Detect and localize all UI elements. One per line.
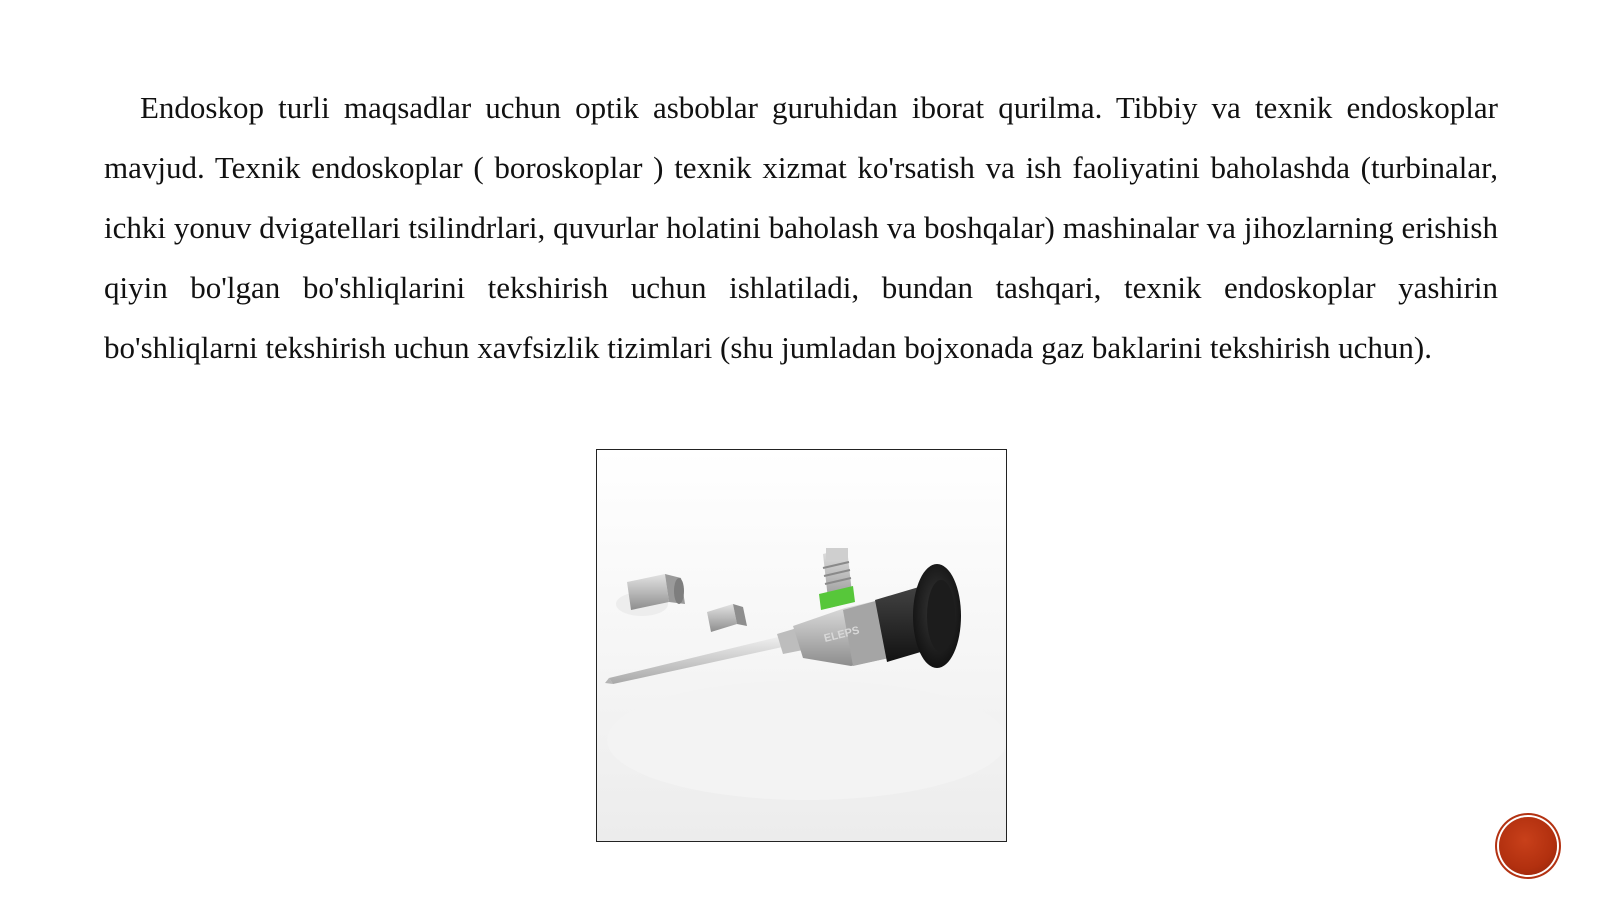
endoscope-illustration [597,450,1006,841]
slide-body-text: Endoskop turli maqsadlar uchun optik asboblar guruhidan iborat qurilma. Tibbiy va texnik endoskoplar mavjud. Texnik endoskoplar ( boroskoplar ) texnik xizmat ko'rsatish va ish faoliyatini baholashda (turbinalar, ichki yonuv dvigatellari tsilindrlari, quvurlar holatini baholash va boshqalar) mashinalar va jihozlarning erishish qiyin bo'lgan bo'shliqlarini tekshirish uchun ishlatiladi, bundan tashqari, texnik endoskoplar yashirin bo'shliqlarni tekshirish uchun xavfsizlik tizimlari (shu jumladan bojxonada gaz baklarini tekshirish uchun). [104,90,1498,365]
brand-mark: ELEPS [822,624,861,645]
endoscope-image [596,449,1007,842]
slide-nav-button[interactable] [1499,817,1557,875]
